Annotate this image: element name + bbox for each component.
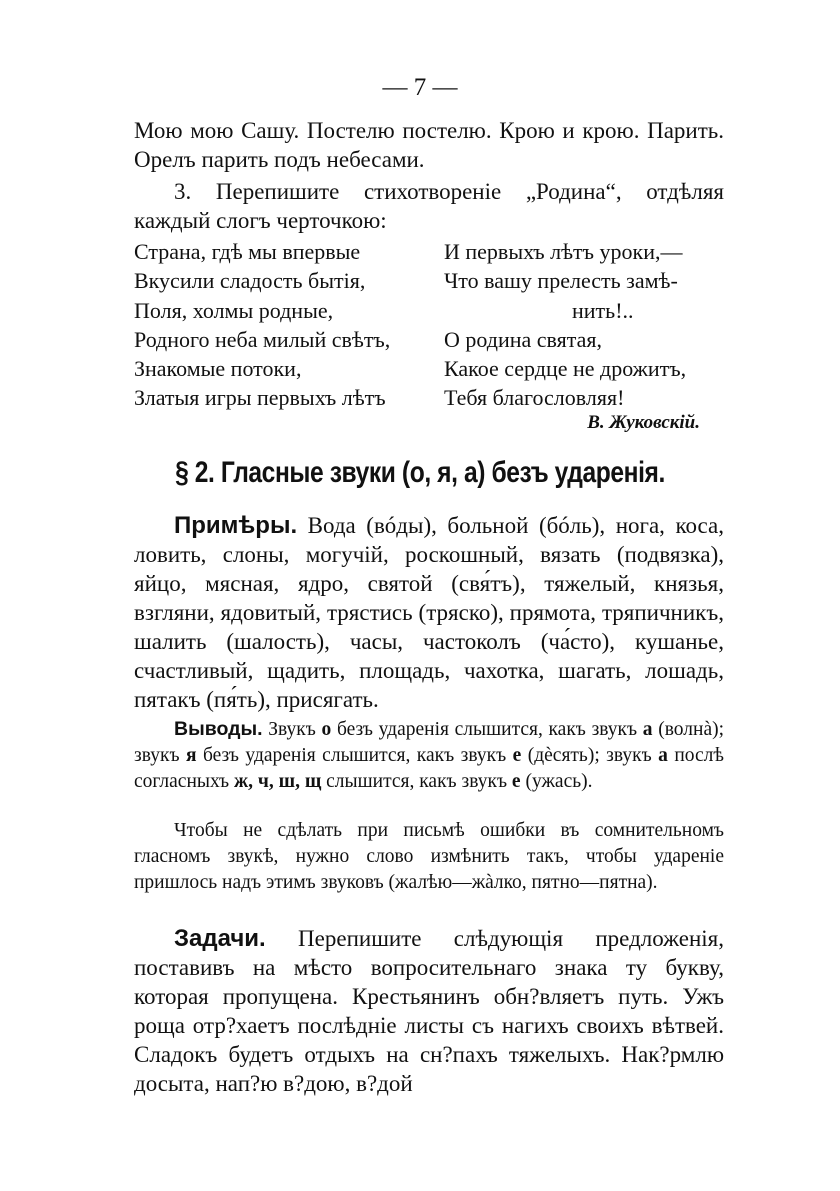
examples-paragraph <box>134 511 724 714</box>
tasks-text <box>134 924 724 1098</box>
poem-line: Тебя благословляя! <box>444 385 625 411</box>
section-heading: § 2. Гласные звуки (о, я, а) безъ ударенія. <box>175 456 665 489</box>
poem-line: Знакомые потоки, <box>134 356 302 382</box>
examples-body: Вода (вóды), больной (бóль), нога, коса, ловить, слоны, могучій, роскошный, вязать (подвязка), яйцо, мясная, ядро, святой (свя́тъ), тяжелый, князья, взгляни, ядовитый, трястись (тряско), прямота, тряпичникъ, шалить (шалость), часы, частоколъ (ча́сто), кушанье, счастливый, щадить, площадь, чахотка, шагать, лошадь, пятакъ (пя́ть), присягать. <box>134 513 724 712</box>
letter-e: е <box>511 771 521 792</box>
rule-text: Чтобы не сдѣлать при письмѣ ошибки въ сомнительномъ гласномъ звукѣ, нужно слово измѣнить такъ, чтобы удареніе пришлось надъ этимъ звуковъ (жалѣю—жàлко, пятно—пятна). <box>134 820 724 893</box>
intro-text: Мою мою Сашу. Постелю постелю. Крою и крою. Парить. Орелъ парить подъ небесами. <box>134 118 724 172</box>
conclusions-label: Выводы. <box>174 718 263 740</box>
task-3 <box>134 177 724 235</box>
rule-paragraph <box>134 818 724 896</box>
conclusions-part: послѣ согласныхъ <box>134 745 724 792</box>
conclusions-part: (дѐсять); звукъ <box>521 745 659 766</box>
examples-label: Примѣры. <box>174 512 298 539</box>
task-3-text: 3. Перепишите стихотвореніе „Родина“, отдѣляя каждый слогъ черточкою: <box>134 179 724 233</box>
intro-paragraph <box>134 116 724 174</box>
conclusions-text <box>134 716 724 795</box>
letter-o: о <box>321 719 332 740</box>
conclusions-part: (волнà); звукъ <box>134 719 725 766</box>
conclusions-paragraph <box>134 716 724 795</box>
letter-ya: я <box>185 745 197 766</box>
letter-a: а <box>642 719 653 740</box>
poem-line: Златыя игры первыхъ лѣтъ <box>134 385 386 411</box>
consonants-list: ж, ч, ш, щ <box>233 771 322 792</box>
conclusions-part: безъ ударенія слышится, какъ звукъ <box>196 745 513 766</box>
tasks-body: Перепишите слѣдующія предложенія, поставивъ на мѣсто вопросительнаго знака ту букву, которая пропущена. Крестьянинъ обн?вляетъ путь. Ужъ роща отр?хаетъ послѣдніе листы съ нагихъ своихъ вѣтвей. Сладокъ будетъ отдыхъ на сн?пахъ тяжелыхъ. Нак?рмлю досыта, нап?ю в?дою, в?дой <box>134 926 724 1096</box>
poem-line: И первыхъ лѣтъ уроки,— <box>444 239 683 264</box>
tasks-label: Задачи. <box>174 925 266 952</box>
examples-text <box>134 511 724 714</box>
poem-line: Поля, холмы родные, <box>134 297 334 323</box>
conclusions-part: (ужась). <box>520 771 593 792</box>
poem-line: Вкусили сладость бытія, <box>134 268 366 294</box>
letter-a: а <box>658 745 668 766</box>
poem-line: Что вашу прелесть замѣ- <box>444 268 678 294</box>
poem-line: О родина святая, <box>444 326 603 352</box>
poem-line: нить!.. <box>572 297 634 323</box>
conclusions-part: безъ ударенія слышится, какъ звукъ <box>331 719 643 740</box>
poem-line: Страна, гдѣ мы впервые <box>134 239 361 264</box>
letter-e: е <box>512 745 522 766</box>
poem-line: Родного неба милый свѣтъ, <box>134 326 391 352</box>
poem-left-column <box>134 237 390 413</box>
poem-author: В. Жуковскій. <box>587 412 700 433</box>
poem-right-column <box>444 237 686 413</box>
tasks-paragraph <box>134 924 724 1098</box>
conclusions-part: слышится, какъ звукъ <box>321 771 512 792</box>
page-number: — 7 — <box>382 74 458 101</box>
conclusions-part: Звукъ <box>262 719 322 740</box>
poem-line: Какое сердце не дрожитъ, <box>444 356 687 382</box>
